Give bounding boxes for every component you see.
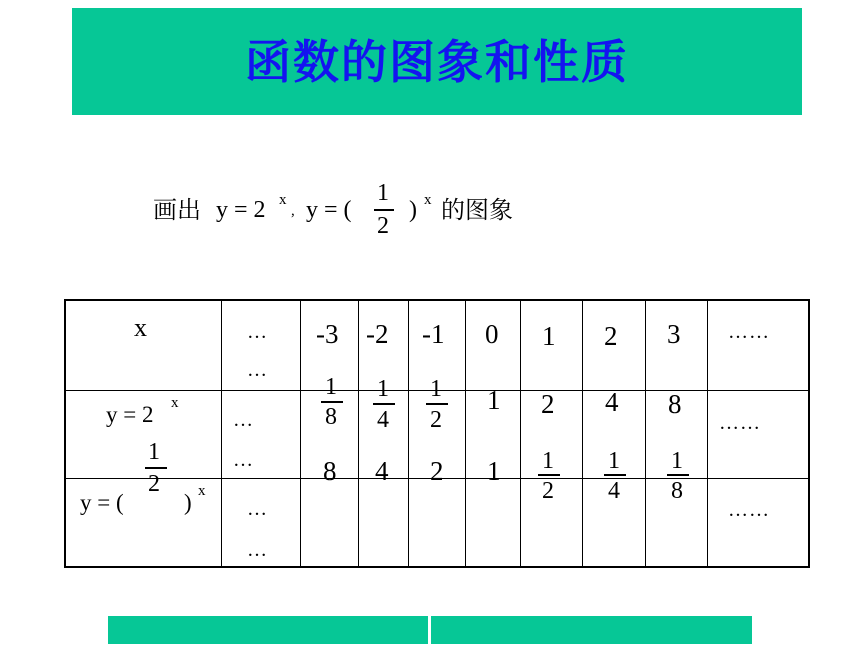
footer-bar-left xyxy=(108,616,428,644)
row-label-x: x xyxy=(134,313,147,342)
x-row-ellipsis: … xyxy=(247,359,268,381)
instruction-prefix: 画出 xyxy=(153,196,201,224)
pow2-row-trailing-ellipsis: …… xyxy=(719,412,761,434)
x-value-cell: -1 xyxy=(422,319,445,349)
pow2-row-ellipsis: … xyxy=(233,449,254,471)
formula-half-open: y = ( xyxy=(306,197,352,223)
row-label-half-close: ) xyxy=(184,490,192,515)
table-right-border xyxy=(808,299,810,568)
pow2-value-cell: 4 xyxy=(605,387,619,417)
page-title: 函数的图象和性质 xyxy=(245,35,629,89)
table-col-divider xyxy=(465,299,466,568)
half-value-cell: 4 xyxy=(375,456,389,486)
half-value-denominator: 4 xyxy=(608,478,620,504)
pow2-value-fraction-bar xyxy=(321,401,343,403)
half-value-cell: 2 xyxy=(430,456,444,486)
x-value-cell: 1 xyxy=(542,321,556,351)
table-col-divider xyxy=(300,299,301,568)
pow2-value-numerator: 1 xyxy=(377,376,389,402)
pow2-value-numerator: 1 xyxy=(430,376,442,402)
table-col-divider xyxy=(645,299,646,568)
row-label-half-open: y = ( xyxy=(80,490,124,515)
half-value-denominator: 2 xyxy=(542,478,554,504)
x-value-cell: 0 xyxy=(485,319,499,349)
formula-separator: , xyxy=(291,203,295,219)
half-row-ellipsis: … xyxy=(247,498,268,520)
half-value-numerator: 1 xyxy=(671,448,683,474)
table-bottom-border xyxy=(64,566,810,568)
pow2-value-fraction-bar xyxy=(426,403,448,405)
x-value-cell: -3 xyxy=(316,319,339,349)
pow2-value-denominator: 8 xyxy=(325,404,337,430)
half-value-denominator: 8 xyxy=(671,478,683,504)
formula-pow2-exponent: x xyxy=(279,192,287,208)
half-row-trailing-ellipsis: …… xyxy=(728,499,770,521)
x-value-cell: -2 xyxy=(366,319,389,349)
pow2-value-cell: 2 xyxy=(541,389,555,419)
table-col-divider xyxy=(358,299,359,568)
half-value-fraction-bar xyxy=(538,474,560,476)
x-row-ellipsis: … xyxy=(247,321,268,343)
half-value-numerator: 1 xyxy=(608,448,620,474)
pow2-value-cell: 1 xyxy=(487,385,501,415)
instruction-suffix: 的图象 xyxy=(441,196,513,224)
half-value-cell: 1 xyxy=(487,456,501,486)
row-label-half-numerator: 1 xyxy=(148,439,160,465)
formula-half-numerator: 1 xyxy=(377,180,389,206)
half-row-ellipsis: … xyxy=(247,539,268,561)
row-label-half-exponent: x xyxy=(198,483,206,499)
x-row-trailing-ellipsis: …… xyxy=(728,321,770,343)
table-top-border xyxy=(64,299,810,301)
table-col-divider xyxy=(520,299,521,568)
row-label-half-fraction-bar xyxy=(145,467,167,469)
table-col-divider xyxy=(408,299,409,568)
x-value-cell: 3 xyxy=(667,319,681,349)
table-col-divider xyxy=(582,299,583,568)
formula-half-exponent: x xyxy=(424,192,432,208)
formula-half-denominator: 2 xyxy=(377,213,389,239)
footer-bar-right xyxy=(431,616,752,644)
pow2-value-denominator: 4 xyxy=(377,407,389,433)
formula-pow2: y = 2 xyxy=(216,197,266,223)
pow2-value-denominator: 2 xyxy=(430,407,442,433)
table-col-divider xyxy=(707,299,708,568)
half-value-numerator: 1 xyxy=(542,448,554,474)
half-value-fraction-bar xyxy=(604,474,626,476)
half-value-cell: 8 xyxy=(323,456,337,486)
x-value-cell: 2 xyxy=(604,321,618,351)
row-label-pow2: y = 2 xyxy=(106,402,154,427)
row-label-pow2-exponent: x xyxy=(171,395,179,411)
table-col-divider xyxy=(221,299,222,568)
pow2-value-fraction-bar xyxy=(373,403,395,405)
formula-half-close: ) xyxy=(409,197,417,223)
pow2-value-cell: 8 xyxy=(668,389,682,419)
pow2-value-numerator: 1 xyxy=(325,374,337,400)
row-label-half-denominator: 2 xyxy=(148,471,160,497)
half-value-fraction-bar xyxy=(667,474,689,476)
pow2-row-ellipsis: … xyxy=(233,409,254,431)
table-left-border xyxy=(64,299,66,568)
